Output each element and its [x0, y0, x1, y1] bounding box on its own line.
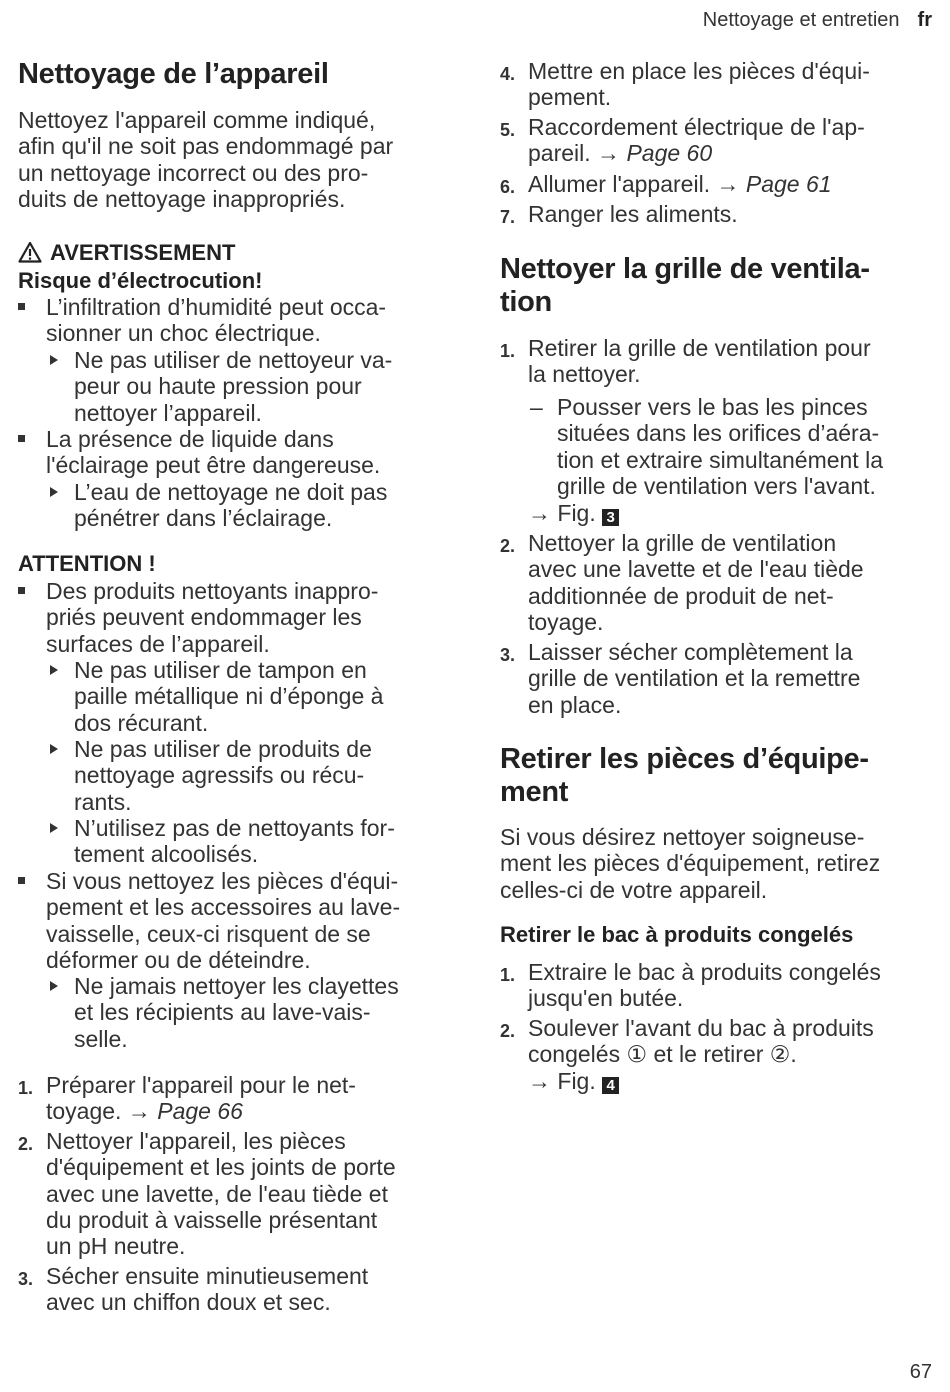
- heading-line: tion: [500, 286, 552, 318]
- text-line: congelés ① et le retirer ②.: [528, 1041, 797, 1068]
- text-line: situées dans les orifices d’aéra-: [557, 420, 880, 447]
- figure-number-badge: 3: [602, 509, 619, 526]
- square-bullet-icon: [18, 435, 25, 442]
- step-number: 1.: [500, 965, 516, 985]
- text-line: tement alcoolisés.: [74, 841, 259, 868]
- text-line: La présence de liquide dans: [46, 426, 334, 452]
- step-number: 5.: [500, 120, 516, 140]
- heading-line: Retirer les pièces d’équipe-: [500, 743, 869, 775]
- text-line: toyage.: [528, 608, 604, 635]
- heading-line: Nettoyer la grille de ventila-: [500, 253, 870, 285]
- warning-risk: Risque d’électrocution!: [18, 268, 263, 293]
- text-line: un nettoyage incorrect ou des pro-: [18, 159, 369, 186]
- figure-number-badge: 4: [602, 1077, 619, 1094]
- text-line: Nettoyer la grille de ventilation: [528, 530, 837, 556]
- step-number: 2.: [18, 1134, 34, 1154]
- numbered-step: [18, 1128, 458, 1259]
- text-line: Raccordement électrique de l'ap-: [528, 114, 865, 140]
- sub-bullet-item: [18, 479, 458, 532]
- text-line: Ne pas utiliser de tampon en: [74, 657, 367, 683]
- text-line: celles-ci de votre appareil.: [500, 876, 768, 903]
- text-line: et les récipients au lave-vais-: [74, 999, 371, 1026]
- text-line: Nettoyez l'appareil comme indiqué,: [18, 107, 376, 133]
- bullet-item: [18, 578, 458, 657]
- text-line: tion et extraire simultanément la: [557, 446, 883, 473]
- text-line: surfaces de l’appareil.: [46, 630, 270, 657]
- text-line: Retirer la grille de ventilation pour: [528, 335, 871, 361]
- bullet-item: [18, 426, 458, 479]
- text-line: [528, 140, 940, 166]
- text-fragment: toyage. →: [46, 1098, 158, 1125]
- step-number: 3.: [18, 1269, 34, 1289]
- heading-line: ment: [500, 776, 569, 808]
- text-line: Ranger les aliments.: [528, 201, 738, 227]
- text-line: duits de nettoyage inappropriés.: [18, 185, 346, 212]
- triangle-bullet-icon: [50, 665, 58, 675]
- text-line: ment les pièces d'équipement, retirez: [500, 850, 881, 877]
- section-heading: [500, 253, 940, 319]
- bullet-item: [18, 294, 458, 347]
- warning-heading: [18, 240, 235, 266]
- text-line: [46, 1098, 458, 1124]
- attention-heading: ATTENTION !: [18, 551, 156, 576]
- numbered-step: [500, 530, 940, 635]
- dash-bullet: –: [530, 394, 543, 420]
- text-line: selle.: [74, 1025, 128, 1052]
- triangle-bullet-icon: [50, 487, 58, 497]
- triangle-bullet-icon: [50, 744, 58, 754]
- figure-reference[interactable]: [528, 500, 619, 526]
- text-line: avec une lavette, de l'eau tiède et: [46, 1180, 388, 1207]
- text-line: vaisselle, ceux-ci risquent de se: [46, 920, 371, 947]
- text-line: un pH neutre.: [46, 1233, 186, 1260]
- text-line: l'éclairage peut être dangereuse.: [46, 452, 381, 479]
- bullet-item: [18, 868, 458, 973]
- warning-triangle-icon: [18, 241, 42, 263]
- numbered-step: [500, 58, 940, 111]
- text-line: afin qu'il ne soit pas endommagé par: [18, 133, 394, 160]
- page-header: [703, 9, 932, 32]
- language-code: fr: [917, 9, 932, 31]
- text-line: Ne pas utiliser de nettoyeur va-: [74, 347, 393, 373]
- numbered-step: [500, 959, 940, 1012]
- text-line: peur ou haute pression pour: [74, 373, 362, 400]
- square-bullet-icon: [18, 303, 25, 310]
- section-heading: [500, 743, 940, 809]
- page-reference-link[interactable]: Page 66: [157, 1098, 243, 1125]
- numbered-step: [18, 1072, 458, 1125]
- text-line: Nettoyer l'appareil, les pièces: [46, 1128, 346, 1154]
- subsection-heading: Retirer le bac à produits congelés: [500, 922, 854, 947]
- numbered-step: [500, 114, 940, 167]
- text-line: Ne jamais nettoyer les clayettes: [74, 973, 399, 999]
- square-bullet-icon: [18, 587, 25, 594]
- text-line: Préparer l'appareil pour le net-: [46, 1072, 356, 1098]
- figure-prefix: → Fig.: [528, 1068, 603, 1094]
- page-reference-link[interactable]: Page 60: [626, 140, 713, 167]
- text-line: additionnée de produit de net-: [528, 582, 834, 609]
- text-line: N’utilisez pas de nettoyants for-: [74, 815, 395, 841]
- numbered-step: [500, 201, 940, 227]
- text-line: Des produits nettoyants inappro-: [46, 578, 379, 604]
- figure-prefix: → Fig.: [528, 500, 603, 526]
- step-number: 7.: [500, 207, 516, 227]
- text-line: déformer ou de déteindre.: [46, 946, 311, 973]
- sub-bullet-item: [18, 347, 458, 426]
- text-line: paille métallique ni d’éponge à: [74, 683, 384, 710]
- text-line: du produit à vaisselle présentant: [46, 1206, 378, 1233]
- sub-bullet-item: [18, 973, 458, 1052]
- text-line: Pousser vers le bas les pinces: [557, 394, 868, 420]
- numbered-step: [18, 1263, 458, 1316]
- numbered-step: [500, 1015, 940, 1068]
- text-line: jusqu'en butée.: [528, 985, 684, 1012]
- text-line: nettoyage agressifs ou récu-: [74, 762, 365, 789]
- text-line: Sécher ensuite minutieusement: [46, 1263, 369, 1289]
- text-line: sionner un choc électrique.: [46, 320, 321, 347]
- text-line: nettoyer l’appareil.: [74, 399, 262, 426]
- text-line: dos récurant.: [74, 709, 209, 736]
- text-line: Mettre en place les pièces d'équi-: [528, 58, 870, 84]
- page-reference-link[interactable]: Page 61: [745, 171, 832, 197]
- text-line: avec un chiffon doux et sec.: [46, 1289, 331, 1316]
- sub-bullet-item: [18, 657, 458, 736]
- step-number: 2.: [500, 536, 516, 556]
- text-line: la nettoyer.: [528, 361, 641, 388]
- text-fragment: Allumer l'appareil. →: [528, 171, 746, 197]
- text-fragment: pareil. →: [528, 140, 627, 167]
- step-number: 1.: [500, 341, 516, 361]
- triangle-bullet-icon: [50, 981, 58, 991]
- text-line: rants.: [74, 788, 132, 815]
- text-line: priés peuvent endommager les: [46, 604, 362, 631]
- text-line: L’eau de nettoyage ne doit pas: [74, 479, 388, 505]
- text-line: d'équipement et les joints de porte: [46, 1154, 396, 1181]
- text-line: Laisser sécher complètement la: [528, 639, 853, 665]
- intro-paragraph: [500, 824, 940, 903]
- text-line: Ne pas utiliser de produits de: [74, 736, 372, 762]
- intro-paragraph: [18, 107, 458, 212]
- figure-reference[interactable]: [528, 1068, 619, 1094]
- triangle-bullet-icon: [50, 355, 58, 365]
- step-number: 1.: [18, 1078, 34, 1098]
- text-line: Si vous nettoyez les pièces d'équi-: [46, 868, 399, 894]
- square-bullet-icon: [18, 877, 25, 884]
- text-line: grille de ventilation vers l'avant.: [557, 472, 876, 499]
- numbered-step: [500, 639, 940, 718]
- text-line: pénétrer dans l’éclairage.: [74, 505, 333, 532]
- sub-bullet-item: [18, 736, 458, 815]
- text-line: [528, 171, 940, 197]
- numbered-step: [500, 171, 940, 197]
- text-line: Extraire le bac à produits congelés: [528, 959, 881, 985]
- text-line: en place.: [528, 691, 622, 718]
- step-number: 6.: [500, 177, 516, 197]
- dash-item: [500, 394, 940, 499]
- text-line: pement.: [528, 84, 612, 111]
- text-line: grille de ventilation et la remettre: [528, 665, 861, 692]
- step-number: 3.: [500, 645, 516, 665]
- text-line: Si vous désirez nettoyer soigneuse-: [500, 824, 865, 850]
- step-number: 2.: [500, 1021, 516, 1041]
- warning-label: AVERTISSEMENT: [50, 240, 236, 265]
- text-line: avec une lavette et de l'eau tiède: [528, 556, 864, 583]
- step-number: 4.: [500, 64, 516, 84]
- numbered-step: [500, 335, 940, 388]
- section-heading: Nettoyage de l’appareil: [18, 58, 329, 90]
- text-line: L’infiltration d’humidité peut occa-: [46, 294, 387, 320]
- section-title: Nettoyage et entretien: [702, 9, 900, 31]
- text-line: pement et les accessoires au lave-: [46, 894, 401, 921]
- triangle-bullet-icon: [50, 823, 58, 833]
- text-line: Soulever l'avant du bac à produits: [528, 1015, 874, 1041]
- sub-bullet-item: [18, 815, 458, 868]
- page-number: 67: [909, 1361, 932, 1383]
